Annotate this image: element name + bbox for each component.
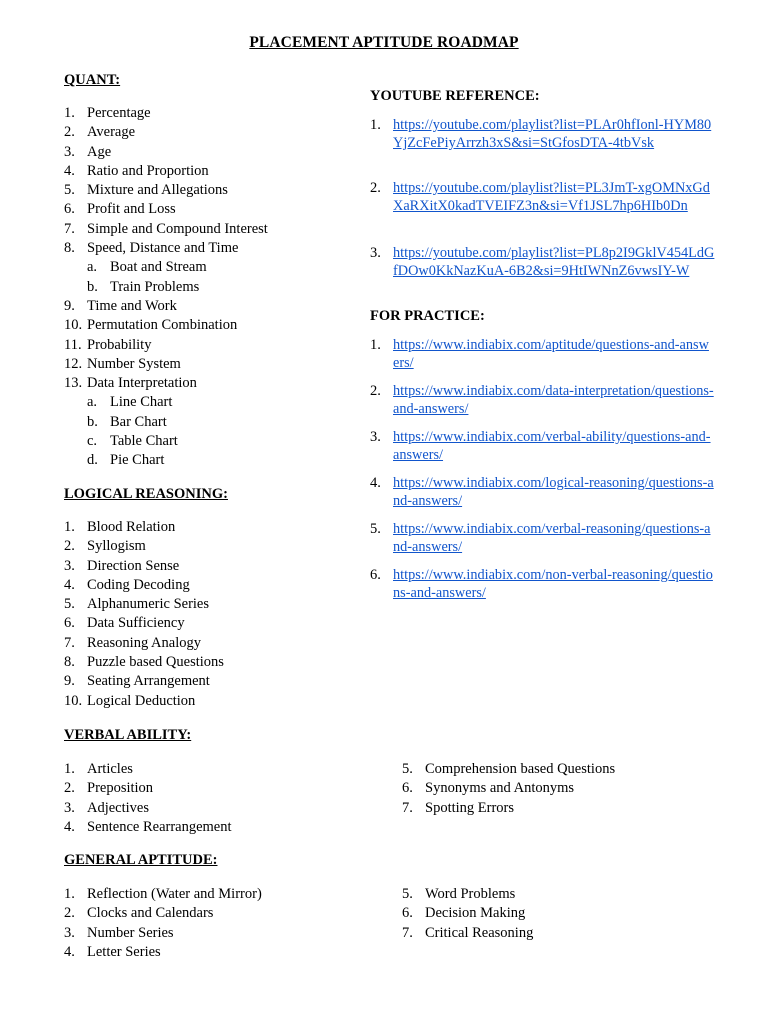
- sub-list-item: b. Train Problems: [87, 278, 200, 295]
- list-item: 12. Number System: [64, 355, 181, 372]
- practice-heading: FOR PRACTICE:: [370, 308, 485, 324]
- youtube-heading: YOUTUBE REFERENCE:: [370, 88, 540, 104]
- list-item: 6. Data Sufficiency: [64, 615, 185, 632]
- youtube-link-3[interactable]: https://youtube.com/playlist?list=PL8p2I9GklV454LdGfDOw0KkNazKuA-6B2&si=9HtIWNnZ6vwsIY-W: [393, 245, 715, 279]
- verbal-list-right: [402, 760, 732, 818]
- logical-heading: LOGICAL REASONING:: [64, 486, 228, 502]
- practice-link-4[interactable]: https://www.indiabix.com/logical-reasoning/questions-and-answers/: [393, 475, 714, 509]
- list-item: 1. Articles: [64, 761, 133, 777]
- list-item: 10. Permutation Combination: [64, 317, 238, 334]
- list-item: 9. Seating Arrangement: [64, 673, 210, 690]
- list-item: 2. Preposition: [64, 780, 154, 797]
- list-item: 3. Age: [64, 143, 112, 160]
- list-item: 4. Ratio and Proportion: [64, 162, 209, 179]
- list-item: 3. Direction Sense: [64, 557, 180, 574]
- list-item: 6. Decision Making: [402, 905, 526, 922]
- list-item: 5. Mixture and Allegations: [64, 182, 228, 199]
- practice-link-1[interactable]: https://www.indiabix.com/aptitude/questions-and-answers/: [393, 337, 709, 371]
- list-item: 1. Blood Relation: [64, 519, 176, 535]
- practice-link-3[interactable]: https://www.indiabix.com/verbal-ability/questions-and-answers/: [393, 429, 711, 463]
- sub-list-item: a. Line Chart: [87, 394, 173, 411]
- list-item: 5. Word Problems: [402, 886, 516, 902]
- list-item: 2. Average: [64, 124, 136, 141]
- list-item: 5. Alphanumeric Series: [64, 596, 210, 613]
- verbal-list-left: [64, 760, 354, 837]
- quant-heading: QUANT:: [64, 72, 121, 88]
- list-item: 9. Time and Work: [64, 297, 177, 314]
- list-item: 13. Data Interpretation: [64, 375, 197, 392]
- page-title: PLACEMENT APTITUDE ROADMAP: [249, 34, 519, 51]
- list-item: 10. Logical Deduction: [64, 692, 196, 709]
- sub-list-item: d. Pie Chart: [87, 452, 165, 469]
- sub-list-item: c. Table Chart: [87, 433, 178, 450]
- practice-link-5[interactable]: https://www.indiabix.com/verbal-reasoning/questions-and-answers/: [393, 521, 711, 555]
- list-item: 1. Reflection (Water and Mirror): [64, 886, 262, 902]
- logical-list: [64, 518, 354, 711]
- list-item: 4. Coding Decoding: [64, 576, 190, 593]
- general-heading: GENERAL APTITUDE:: [64, 852, 218, 868]
- list-item: 6. Synonyms and Antonyms: [402, 780, 575, 797]
- list-item: 4. Sentence Rearrangement: [64, 818, 232, 835]
- list-item: 3. Number Series: [64, 924, 174, 941]
- list-item: 7. Reasoning Analogy: [64, 634, 201, 651]
- sub-list-item: a. Boat and Stream: [87, 259, 207, 276]
- list-item: 4. Letter Series: [64, 943, 161, 960]
- list-item: 6. Profit and Loss: [64, 201, 176, 218]
- list-item: 8. Puzzle based Questions: [64, 654, 224, 671]
- practice-link-6[interactable]: https://www.indiabix.com/non-verbal-reasoning/questions-and-answers/: [393, 567, 713, 601]
- list-item: 7. Simple and Compound Interest: [64, 220, 268, 237]
- list-item: 7. Spotting Errors: [402, 799, 515, 816]
- sub-list-item: b. Bar Chart: [87, 413, 167, 430]
- quant-list: [64, 104, 354, 471]
- general-list-right: [402, 885, 732, 943]
- list-item: 5. Comprehension based Questions: [402, 761, 616, 777]
- list-item: 2. Syllogism: [64, 538, 146, 555]
- general-list-left: [64, 885, 364, 962]
- youtube-link-1[interactable]: https://youtube.com/playlist?list=PLAr0hfIonl-HYM80YjZcFePiyArrzh3xS&si=StGfosDTA-4tbVsk: [393, 117, 712, 151]
- list-item: 1. Percentage: [64, 105, 151, 121]
- verbal-heading: VERBAL ABILITY:: [64, 727, 192, 743]
- list-item: 8. Speed, Distance and Time: [64, 240, 239, 257]
- list-item: 7. Critical Reasoning: [402, 924, 534, 941]
- list-item: 2. Clocks and Calendars: [64, 905, 214, 922]
- list-item: 3. Adjectives: [64, 799, 150, 816]
- youtube-link-2[interactable]: https://youtube.com/playlist?list=PL3JmT-xgOMNxGdXaRXitX0kadTVEIFZ3n&si=Vf1JSL7hp6HIb0Dn: [393, 180, 710, 214]
- practice-link-2[interactable]: https://www.indiabix.com/data-interpretation/questions-and-answers/: [393, 383, 714, 417]
- list-item: 11. Probability: [64, 336, 152, 353]
